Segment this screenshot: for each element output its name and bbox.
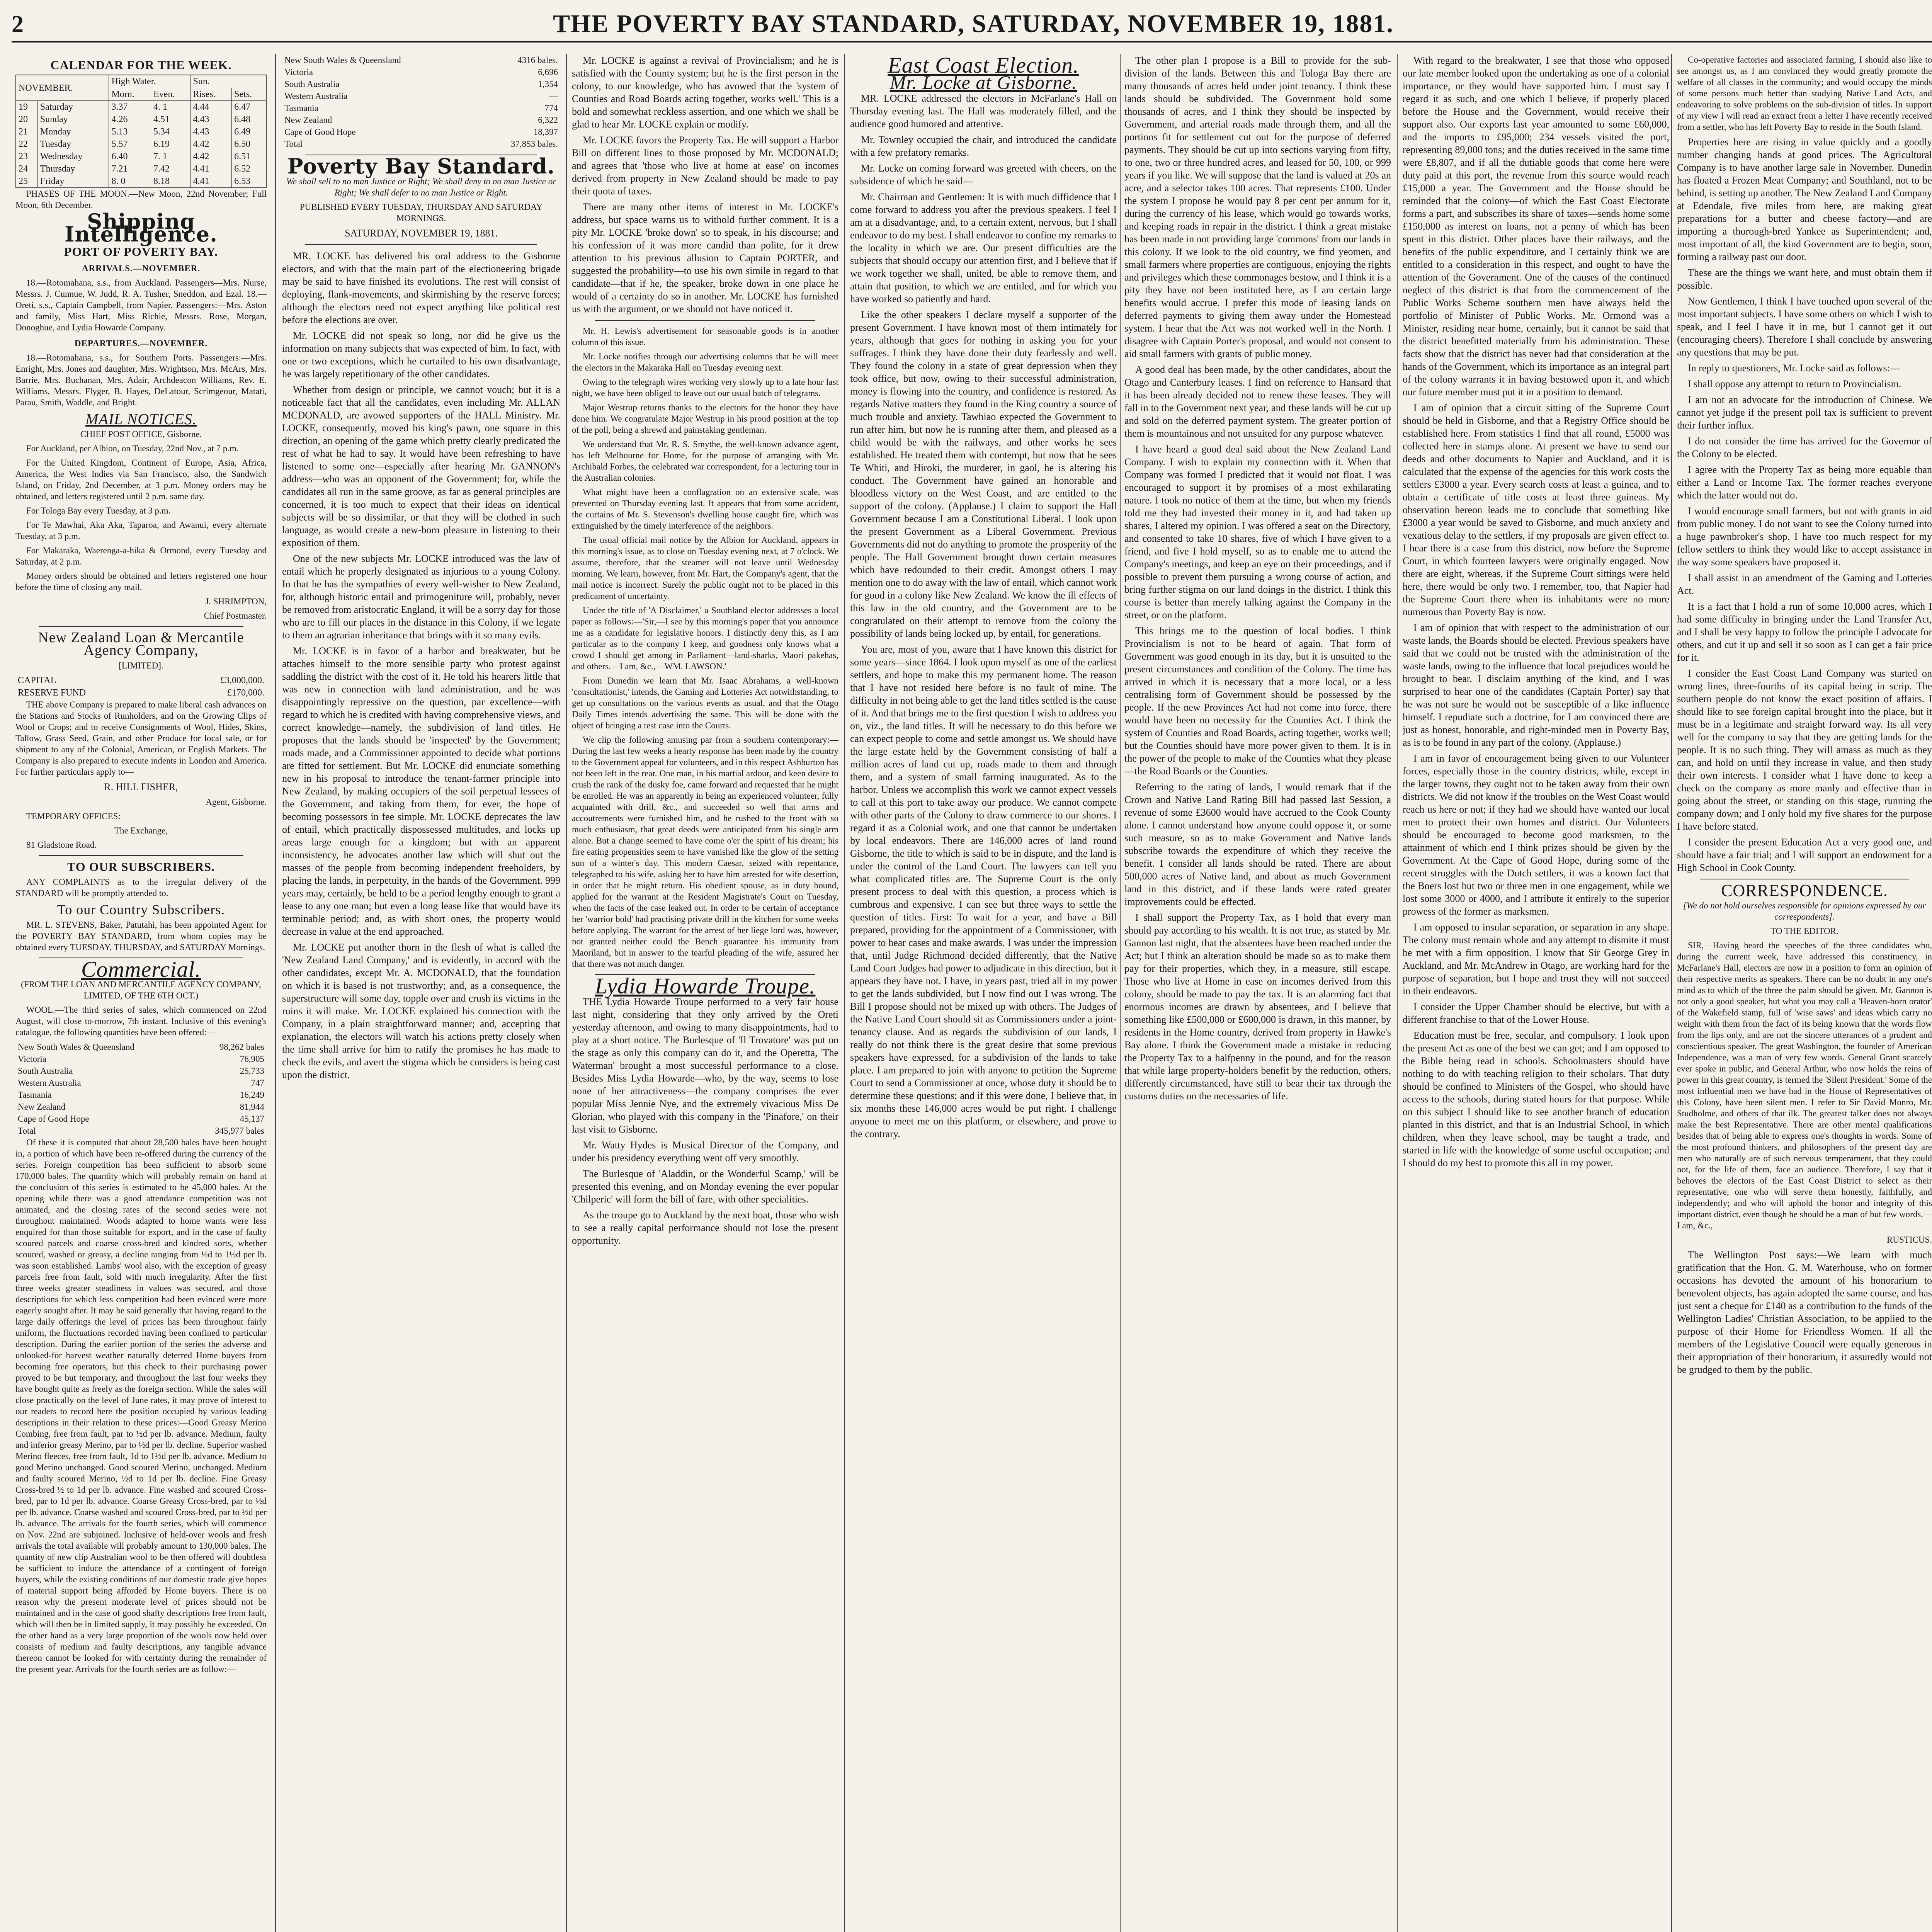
election-paragraph: I am opposed to insular separation, or separation in any shape. The colony must remain whole and any attempt to dismite it must be met with a firm opposition. I know that Sir George Grey in Auckland, and Mr. McAndrew in Otago, are working hard for the purpose of separation, but I hope and trust they will not succeed in their endeavors. <box>1403 922 1669 997</box>
editorial-paragraph: There are many other items of interest in Mr. LOCKE's address, but space warns us to withold further comment. It is a pity Mr. LOCKE 'broke down' so to speak, in his discourse; and his confession of it was more candid than polite, for it drew attention to his previous allusion to Captain PORTER, and suggested the probability—to use his own simile in regard to that candidate—that if he, the speaker, broke down in one place he would of a certainty do so in another. Mr. LOCKE has furnished us with the argument, or we should not have noticed it. <box>572 201 838 315</box>
election-paragraph: I am of opinion that a circuit sitting of the Supreme Court should be held in Gisborne, and that a Registry Office should be established here. From statistics I find that all round, £5000 was collected here in stamps alone. At present we have to send our deeds and other documents to Napier and Auckland, and it is calculated that the expense of the agencies for this work costs the settlers £3000 a year. Every search costs at least a guinea, and to obtain a certificate of title costs at least three guineas. My observation hereon leads me to conclude that something like £3000 a year would be saved to Gisborne, and much anxiety and vexatious delay to the settlers, if my proposals are given effect to. I hear there is a case from this district, now before the Supreme Court, in which fourteen lawyers were originally engaged. Now there are eight, whereas, if the Supreme Court sittings were held here, there would be only two. I remember, too, that Napier had the Supreme Court there when its inhabitants were no more numerous than Poverty Bay is now. <box>1403 402 1669 617</box>
election-paragraph: Mr. Locke on coming forward was greeted with cheers, on the subsidence of which he said— <box>850 163 1117 187</box>
calendar-cell: 6.51 <box>232 150 266 163</box>
calendar-row <box>16 175 266 188</box>
election-paragraph: It is a fact that I hold a run of some 10,000 acres, which I had some difficulty in bringing under the Land Transfer Act, and I shall be very happy to follow the principle I advocate for others, and cut it up and sell it so soon as I can get a fair price for it. <box>1677 601 1932 663</box>
mail-item: For the United Kingdom, Continent of Europe, Asia, Africa, America, the West Indies via San Francisco, also, the Sandwich Island, on Friday, 2nd December, at 3 p.m. Money orders may be obtained, and letters registered until 2 p.m. same day. <box>15 458 267 501</box>
local-notice: We understand that Mr. R. S. Smythe, the well-known advance agent, has left Melbourne for Home, for the purpose of arranging with Mr. Archibald Forbes, the celebrated war correspondent, for a lecturing tour in the Australian colonies. <box>572 439 838 483</box>
calendar-row <box>16 126 266 138</box>
calendar-row <box>16 138 266 150</box>
calendar-cell: 21 <box>16 126 37 138</box>
calendar-heading: CALENDAR FOR THE WEEK. <box>50 58 232 72</box>
calendar-cell: 5.57 <box>109 138 151 150</box>
calendar-cell: 4.43 <box>190 113 232 126</box>
calendar-cell: 7. 1 <box>151 150 191 163</box>
temporary-offices: TEMPORARY OFFICES: <box>26 811 121 821</box>
commercial-heading: Commercial. <box>81 957 201 982</box>
table-row <box>15 1077 267 1089</box>
calendar-cell: 23 <box>16 150 37 163</box>
correspondence-disclaimer: [We do not hold ourselves responsible for opinions expressed by our correspondents]. <box>1683 901 1926 922</box>
divider <box>39 855 243 856</box>
calendar-cell: 8.18 <box>151 175 191 188</box>
letter-body: SIR,—Having heard the speeches of the three candidates who, during the current week, have addressed this constituency, in McFarlane's Hall, electors are now in a position to form an opinion of their respective merits as speakers. There can be no doubt in any one's mind as to which of the three the palm should be given. Mr. Gannon is not only a good speaker, but what you may call a 'Heaven-born orator' of the Wakefield stamp, full of 'wise saws' and ideas which carry no weight with them from the fact of its being known that the words flow from the lips only, and are not the sincere utterances of a prudent and conscientious speaker. The great Washington, the founder of American Independence, was a man of very few words. General Grant scarcely ever spoke in public, and General Arthur, who now holds the reins of power in this great country, is termed the 'Silent President.' Some of the most influential men we have had in the House of Representatives of this Colony, have been silent men. I refer to Sir David Monro, Mr. Studholme, and others of that ilk. The greatest talker does not always make the best Representative. There are other mental qualifications besides that of being able to express one's thoughts in words. Some of the most profound thinkers, and philosophers of the present day are men who naturally are of such nervous temperament, that they could not, for the life of them, face an audience. Therefore, I say that it behoves the electors of the East Coast District to select as their representative, one who will serve them honestly, faithfully, and independently; and who will uphold the honor and integrity of this important district, even though he should be a man of but few words.—I am, &c., <box>1677 940 1932 1230</box>
local-notice: Mr. H. Lewis's advertisement for seasonable goods is in another column of this issue. <box>572 326 838 347</box>
election-paragraph: I am not an advocate for the introduction of Chinese. We cannot yet judge if the present poll tax is sufficient to prevent their further influx. <box>1677 394 1932 431</box>
shipping-heading: Shipping Intelligence. <box>65 209 218 247</box>
calendar-cell: 4.44 <box>190 101 232 114</box>
reserve-value: £170,000. <box>227 688 264 698</box>
table-row <box>282 54 560 66</box>
calendar-cell: 6.53 <box>232 175 266 188</box>
region-cell: South Australia <box>284 79 340 89</box>
calendar-cell: 7.42 <box>151 163 191 175</box>
editorial-paragraph: Mr. LOCKE is in favor of a harbor and breakwater, but he attaches himself to the more sensible party who protest against saddling the district with the cost of it. He told his hearers little that was new in connection with land administration, and he was disappointingly repressive on the question, par excellence—with regard to which he is credited with having comprehensive views, and correct knowledge—namely, the subdivision of land titles. He proposes that the lands should be 'inspected' by the Government; roads made, and a Commissioner appointed to decide what portions are fitted for settlement. But Mr. LOCKE did enunciate something new in his proposal to introduce the tenant-farmer principle into New Zealand, by making occupiers of the soil perpetual lessees of the Government, and taking from them, for ever, the hope of becoming possessors in fee simple. Mr. LOCKE deprecates the law of entail, which practically dispossessed multitudes, and locks up areas large enough for a kingdom; but with an apparent inconsistency, he advocates another law which will shut out the masses of the people from becoming independent freeholders, by placing the lands, in perpetuity, in the hands of the Government. 999 years may, certainly, be held to be a period lengthy enough to grant a lease to any one man; but even a long lease like that would have its terminable period; and, as with short ones, the property would decrease in value at the end approached. <box>282 645 560 937</box>
local-notice: From Dunedin we learn that Mr. Isaac Abrahams, a well-known 'consultationist,' intends, the Gaming and Lotteries Act notwithstanding, to get up consultations on the various events as usual, and that the Otago Daily Times intends advertising the same. This will be done with the object of bringing a test case into the Courts. <box>572 676 838 730</box>
local-notice: Mr. Locke notifies through our advertising columns that he will meet the electors in the Makaraka Hall on Tuesday evening next. <box>572 352 838 372</box>
editorial-paragraph: MR. LOCKE has delivered his oral address to the Gisborne electors, and with that the main part of the electioneering brigade may be said to have finished its evolutions. The rest will consist of deploying, flank-movements, and skirmishing by the reserve forces; although the electors need not expect anything like political rest before the elections are over. <box>282 250 560 325</box>
divider <box>595 320 815 321</box>
local-notice: Major Westrup returns thanks to the electors for the honor they have done him. We congratulate Major Westrup in his proud position at the top of the poll, being a shrewd and painstaking gentleman. <box>572 403 838 435</box>
table-row <box>15 1113 267 1125</box>
calendar-cell: 8. 0 <box>109 175 151 188</box>
calendar-row <box>16 150 266 163</box>
to-the-editor: TO THE EDITOR. <box>1770 926 1838 936</box>
bales-cell: 6,322 <box>538 115 558 125</box>
bales-cell: 16,249 <box>240 1090 264 1100</box>
column-7 <box>1677 54 1932 1932</box>
local-notice: We clip the following amusing par from a southern contemporary:—During the last few weeks a hearty response has been made by the country to the Government appeal for volunteers, and in this respect Ashburton has not been left in the rear. One man, in his martial ardour, and keen desire to crush the rank of the dusky foe, came forward and requested that he might be enrolled. He was an apparently in being an experienced volunteer, fully acquainted with drill, &c., and succeeded so well that arms and accoutrements were furnished him, and he rushed to the front with so much enthusiasm, that great deeds were anticipated from his single arm alone. But a change seemed to have come o'er the spirit of his dream; his fire eating propensities seem to have vanished like the glow of the setting sun of a winter's day. This modern Caesar, seized with repentance, telegraphed to his wife, asking her to have him arrested for wife desertion, in order that he might return. His obedient spouse, as in duty bound, applied for the warrant at the Resident Magistrate's Court on Tuesday, when the facts of the case leaked out. In order to be certain of acceptance her 'warrior bold' had practising private drill in the kitchen for some weeks before applying. The warrant for the arrest of her liege lord was, however, not granted neither could the Bench guarantee his immunity from Maoriland, but in answer to the tearful pleading of the wife, assured her that there was not much danger. <box>572 735 838 969</box>
calendar-cell: 22 <box>16 138 37 150</box>
region-cell: Tasmania <box>284 103 318 113</box>
calendar-cell: 4.26 <box>109 113 151 126</box>
calendar-high-water-header: High Water. <box>109 75 190 88</box>
mail-item: For Auckland, per Albion, on Tuesday, 22nd Nov., at 7 p.m. <box>26 444 239 453</box>
calendar-row <box>16 113 266 126</box>
arrivals-heading: ARRIVALS.—NOVEMBER. <box>82 264 201 273</box>
election-paragraph: These are the things we want here, and must obtain them if possible. <box>1677 267 1932 291</box>
calendar-cell: 3.37 <box>109 101 151 114</box>
lydia-paragraph: The Burlesque of 'Aladdin, or the Wonderful Scamp,' will be presented this evening, and on Monday evening the ever popular 'Chilperic' will form the bill of fare, with other specialities. <box>572 1168 838 1205</box>
calendar-cell: Sunday <box>37 113 109 126</box>
letter-signature: RUSTICUS. <box>1887 1235 1932 1245</box>
table-row <box>282 126 560 138</box>
subscribers-notice: ANY COMPLAINTS as to the irregular delivery of the STANDARD will be promptly attended to. <box>15 877 267 898</box>
column-5 <box>1124 54 1391 1932</box>
masthead <box>12 4 1932 43</box>
election-paragraph: Mr. Townley occupied the chair, and introduced the candidate with a few prefatory remarks. <box>850 134 1117 158</box>
total2-value: 37,853 bales. <box>510 139 558 149</box>
region-cell: Cape of Good Hope <box>18 1114 89 1124</box>
correspondence-heading: CORRESPONDENCE. <box>1721 881 1888 900</box>
editorial-paragraph: Mr. LOCKE is against a revival of Provincialism; and he is satisfied with the County system; but he is the first person in the colony, to our knowledge, who has avowed that the 'system of Counties and Road Boards acting together, works well.' This is a bold and somewhat reckless assertion, and one which we shall be glad to hear Mr. LOCKE explain or modify. <box>572 55 838 130</box>
election-paragraph: Education must be free, secular, and compulsory. I look upon the present Act as one of the best we can get; and I am opposed to the Bible being read in schools. Schoolmasters should have nothing to do with teaching religion to their scholars. That duty should be confined to Ministers of the Gospel, who should have access to the schools, during stated hours for that purpose. While on this subject I should like to see another branch of education planted in this district, and that is an Industrial School, in which children, when they leave school, may be taught a trade, and started in life with the knowledge of some useful occupation; and I should do my best to promote this all in my power. <box>1403 1030 1669 1168</box>
election-paragraph: I shall oppose any attempt to return to Provincialism. <box>1688 378 1901 389</box>
wool-arrivals-table <box>282 54 560 150</box>
election-paragraph: I would encourage small farmers, but not with grants in aid from public money. I do not want to see the Colony turned into a huge pawnbroker's shop. I have too much respect for my fellow settlers to think they would like to accept assistance in the way some speakers have proposed it. <box>1677 505 1932 568</box>
postmaster-name: J. SHRIMPTON, <box>205 597 267 606</box>
election-paragraph: Now Gentlemen, I think I have touched upon several of the most important subjects. I have some others on which I wish to speak, and I feel I have it in me, but I cannot get it out (encouraging cheers). Therefore I shall conclude by answering any questions that may be put. <box>1677 296 1932 358</box>
editorial-paragraph: One of the new subjects Mr. LOCKE introduced was the law of entail which he properly designated as injurious to a young Colony. In that he has the sympathies of every well-wisher to New Zealand, for, although historic entail and primogeniture will, probably, never be removed from aristocratic England, it will be a sorry day for those who are to fill our places in the distance in this Colony, if we legate to them an agrarian inheritance that brings with it so many evils. <box>282 553 560 641</box>
departures-text: 18.—Rotomahana, s.s., for Southern Ports. Passengers:—Mrs. Enright, Mrs. Jones and daughter, Mrs. Wrightson, Mrs. McArs, Mrs. Barrie, Mrs. Buchanan, Mrs. Adair, Archdeacon Williams, Rev. E. Williams, Messrs. Flyger, B. Hayes, DeLatour, Scrimgeour, Matati, Parau, Smith, Waddle, and Bright. <box>15 353 267 407</box>
region-cell: Western Australia <box>284 91 348 101</box>
calendar-sun-header: Sun. <box>190 75 266 88</box>
agent-title: Agent, Gisborne. <box>206 797 267 807</box>
calendar-cell: 19 <box>16 101 37 114</box>
calendar-subheader: Sets. <box>232 88 266 101</box>
bales-cell: 45,137 <box>240 1114 264 1124</box>
divider <box>305 244 537 245</box>
region-cell: Tasmania <box>18 1090 52 1100</box>
editorial-paragraph: Mr. LOCKE put another thorn in the flesh of what is called the 'New Zealand Land Company,' and is evidently, in accord with the other candidates, except Mr. A. MCDONALD, that the foundation on which it is based is not trustworthy; and, as a consequence, the superstructure will some day, topple over and crush its victims in the ruins it will make. Mr. LOCKE explained his connection with the Company, in a plain straightforward manner; and, accepting that explanation, the electors will watch his actions pretty closely when the time shall arrive for him to ratify the promises he has made to check the evils, and avert the stigma which he considers is being cast upon the district. <box>282 942 560 1080</box>
election-paragraph: A good deal has been made, by the other candidates, about the Otago and Canterbury leases. I find on reference to Hansard that it has been already decided not to renew these leases. They will fall in to the Government next year, and these lands will be cut up and sold on the deferred payment system. The greater portion of them is mountainous and not unsuited for any purpose whatever. <box>1124 364 1391 439</box>
capital-label: CAPITAL <box>18 675 56 685</box>
divider <box>39 626 243 627</box>
column-rule <box>1120 54 1121 1932</box>
calendar-subheader: Even. <box>151 88 191 101</box>
calendar-table <box>15 75 267 188</box>
calendar-row <box>16 101 266 114</box>
election-paragraph: I shall support the Property Tax, as I hold that every man should pay according to his wealth. It is not true, as stated by Mr. Gannon last night, that the absentees have been reached under the Act; but I think an alteration should be made so as to make them pay for their properties, which they, in a measure, still escape. Those who live at Home in ease on incomes derived from this colony, should be made to pay the tax. It is an alarming fact that enormous incomes are drawn by absentees, and I believe that something like £500,000 or £600,000 is drawn, in this manner, by residents in the Home country, derived from property in Hawke's Bay alone. I think the Government made a mistake in reducing the Property Tax to a halfpenny in the pound, and for the reason that while large property-holders benefit by the reduction, others, differently circumstanced, have still to bear their tax through the customs duties on the necessaries of life. <box>1124 912 1391 1102</box>
table-row <box>15 1065 267 1077</box>
country-subscribers-heading: To our Country Subscribers. <box>57 902 225 917</box>
region-cell: New South Wales & Queensland <box>18 1042 134 1052</box>
loan-company-limited: [LIMITED]. <box>119 661 163 670</box>
calendar-cell: Saturday <box>37 101 109 114</box>
region-cell: Cape of Good Hope <box>284 127 356 137</box>
bales-cell: 6,696 <box>538 67 558 77</box>
loan-company-body: THE above Company is prepared to make liberal cash advances on the Stations and Stocks of Runholders, and on the Growing Clips of Wool or Crops; and to receive Consignments of Wool, Hides, Skins, Tallow, Grass Seed, Grain, and other Produce for local sale, or for shipment to any of the Colonial, American, or English Markets. The Company is also prepared to execute indents in London and America. For further particulars apply to— <box>15 700 267 777</box>
region-cell: Victoria <box>18 1054 46 1064</box>
local-notice: Owing to the telegraph wires working very slowly up to a late hour last night, we have been obliged to leave out our usual batch of telegrams. <box>572 377 838 398</box>
bales-cell: 18,397 <box>533 127 558 137</box>
table-row <box>15 1101 267 1113</box>
election-heading: East Coast Election. <box>888 54 1079 78</box>
total2-label: Total <box>284 139 303 149</box>
agent-name: R. HILL FISHER, <box>104 781 178 793</box>
reserve-label: RESERVE FUND <box>18 688 86 698</box>
column-rule <box>566 54 567 1932</box>
loan-capital-table <box>15 674 267 699</box>
wool-offered-rows <box>15 1041 267 1125</box>
loan-company-heading: New Zealand Loan & Mercantile Agency Company, <box>38 629 244 658</box>
bales-cell: 25,733 <box>240 1066 264 1076</box>
bales-cell: — <box>549 91 558 101</box>
column-3 <box>572 54 838 1932</box>
calendar-cell: Wednesday <box>37 150 109 163</box>
election-subheading: Mr. Locke at Gisborne. <box>889 71 1077 93</box>
region-cell: South Australia <box>18 1066 73 1076</box>
election-paragraph: MR. LOCKE addressed the electors in McFarlane's Hall on Thursday evening last. The Hall was moderately filled, and the audience good humored and attentive. <box>850 93 1117 129</box>
calendar-cell: Monday <box>37 126 109 138</box>
region-cell: Victoria <box>284 67 313 77</box>
moon-phases: PHASES OF THE MOON.—New Moon, 22nd November; Full Moon, 6th December. <box>15 189 267 210</box>
election-paragraph: I consider the Upper Chamber should be elective, but with a different franchise to that of the Lower House. <box>1403 1001 1669 1025</box>
calendar-cell: 5.13 <box>109 126 151 138</box>
standard-published: PUBLISHED EVERY TUESDAY, THURSDAY AND SATURDAY MORNINGS. <box>299 202 543 223</box>
mail-heading: MAIL NOTICES. <box>85 410 197 428</box>
editorial-paragraph: Mr. LOCKE did not speak so long, nor did he give us the information on many subjects that was expected of him. In fact, with one or two exceptions, which he curtailed to his own disadvantage, he was largely repetitionary of the other candidates. <box>282 330 560 379</box>
calendar-cell: 4.41 <box>190 163 232 175</box>
election-paragraph: Mr. Chairman and Gentlemen: It is with much diffidence that I come forward to address you after the previous speakers. I feel I am at a disadvantage, and, to a certain extent, nervous, but I shall endeavor to do my best. I shall endeavor to confine my remarks to the locality in which we are. Our present difficulties are the subjects that should occupy our attention first, and I believe that if we work together we shall, united, be able to remove them, and attain that position, to which we are entitled, and for which you have worked so patiently and hard. <box>850 191 1117 304</box>
election-paragraph: The other plan I propose is a Bill to provide for the sub-division of the lands. Between this and Tologa Bay there are many thousands of acres held under joint tenancy. I think these lands should be subdivided. The Government hold some thousands of acres, and I think they should be inspected by Government, and arterial roads made through them, and all the portions fit for settlement cut out for the purpose of deferred payments. They should be cut up into sections varying from fifty, to one, two or three hundred acres, and leased for 50, 100, or 999 years if you like. We will suppose that the land is valued at 20s an acre, and a selector takes 100 acres. That represents £100. Under the system I propose he would pay 8 per cent per annum for it, during the currency of his lease, which would go towards works, and keeping roads in repair in the district. I think a great mistake has been made in not providing large 'commons' from our lands in this colony. If we look to the old country, we find yeomen, and small farmers where properties are contiguous, enjoying the rights and privileges which these commonages bestow, and I think it is a pity they have not been instituted here, as I am certain large benefits would accrue. I prefer this mode of leasing lands on deferred payments to giving them away under the Homestead system. I hear that the Act was not worked well in the North. I disagree with Captain Porter's proposal, and would not consent to aid small farmers with grants of public money. <box>1124 55 1391 359</box>
table-row <box>282 90 560 102</box>
newspaper-title: THE POVERTY BAY STANDARD, SATURDAY, NOVEMBER 19, 1881. <box>553 10 1394 38</box>
election-paragraph: Properties here are rising in value quickly and a goodly number changing hands at good prices. The Agricultural Company is to have another large sale in November. Dunedin has floated a Frozen Meat Company; and Southland, not to be behind, is setting up another. The New Zealand Land Company at Edendale, five miles from here, are making great preparations for a butter and cheese factory—and are importing a thorough-bred Yankee as Superintendent; and, most important of all, the kind Government are to begin, soon, forming a railway past our door. <box>1677 136 1932 262</box>
subscribers-heading: TO OUR SUBSCRIBERS. <box>67 860 215 874</box>
office-address: The Exchange, <box>114 826 168 835</box>
calendar-subheader: Morn. <box>109 88 151 101</box>
election-paragraph: I consider the East Coast Land Company was started on wrong lines, three-fourths of its capital being in scrip. The southern people do not know the exact position of affairs. I should like to see foreign capital brought into the place, but it must be in a legitimate and straight forward way. Its all very well for the company to say that they are getting lands for the people. It is no such thing. They will amass as much as they can, and hold on until they increase in value, and then study their own interests. I consider what I have done to keep a check on the company as more manly and effective than in going about the street, or standing on this stage, running the company down; and I only hold my five shares for the purpose I have before stated. <box>1677 668 1932 832</box>
election-paragraph: I am of opinion that with respect to the administration of our waste lands, the Boards should be elected. Previous speakers have said that we could not be trusted with the administration of the waste lands, owing to the influence that local prejudices would be brought to bear. I disclaim anything of the kind, and I was surprised to hear one of the candidates (Captain Porter) say that he was not sure he would not be susceptible of a like influence himself. I repudiate such a doctrine, for I am convinced there are just as honest, honorable, and right-minded men in Poverty Bay, as is to be found in any part of the colony. (Applause.) <box>1403 622 1669 748</box>
election-paragraph: In reply to questioners, Mr. Locke said as follows:— <box>1688 362 1900 374</box>
commercial-source: (FROM THE LOAN AND MERCANTILE AGENCY COMPANY, LIMITED, OF THE 6TH OCT.) <box>21 980 261 1000</box>
election-paragraph: I am in favor of encouragement being given to our Volunteer forces, especially those in the country districts, while, except in the larger towns, they ought not to be taken away from their own districts. We did not know if the troubles on the West Coast would reach us here or not; if they had we should have wanted our local men to protect their own homes and district. Our Volunteers should be encouraged to become good marksmen, to the attainment of which end I think prizes should be given by the Government. At the Cape of Good Hope, during some of the recent struggles with the Dutch settlers, it was a known fact that the Boers lost but two or three men in one engagement, while we lost some 3000 or 4000, and I attribute it entirely to the superior prowess of the former as marksmen. <box>1403 753 1669 917</box>
calendar-cell: 6.19 <box>151 138 191 150</box>
commercial-body: Of these it is computed that about 28,500 bales have been bought in, a portion of which have been re-offered during the currency of the series. Foreign competition has been sufficient to absorb some 170,000 bales. The quantity which will probably remain on hand at the conclusion of this series is estimated to be 45,000 bales. At the opening while there was a good attendance competition was not animated, and the closing rates of the second series were not throughout maintained. Woods adapted to home wants were less enquired for than those suitable for export, and in the case of faulty scoured parcels and coarse cross-bred and kindred sorts, whether scoured, washed or greasy, a decline ranging from ½d to 1½d per lb. was soon established. Lambs' wool also, with the exception of greasy parcels free from fault, sold with much irregularity. After the first three weeks greater steadiness in values was secured, and those descriptions for which less competition had been evinced were more eagerly sought after. It may be said generally that having regard to the large daily offerings the level of prices has been throughout fairly uniform, the fluctuations recorded having been confined to particular description. During the earlier portion of the series the adverse and unlooked-for harvest weather naturally deterred Home buyers from becoming free operators, but this check to their purchasing power proved to be but temporary, and throughout the last four weeks they have bought quite as freely as the foreign section. While the sales will close practically on the level of June rates, it may prove of interest to our readers to record here the position occupied by various leading descriptions in their relation to these prices:—Good Greasy Merino Combing, free from fault, par to ½d per lb. advance. Medium, faulty and inferior greasy Merino, par to ½d per lb. decline. Superior washed Merino fleeces, free from fault, 1d to 1½d per lb. advance. Medium to good Merino unchanged. Good scoured Merino, unchanged. Medium and faulty scoured Merino, ½d to 1d per lb. decline. Fine Greasy Cross-bred ½ to 1d per lb. advance. Fine washed and scoured Cross-bred, par to 1d per lb. advance. Coarse Greasy Cross-bred, par to ½d per lb. advance. Coarse washed and scoured Cross-bred, par to ½d per lb. advance. The arrivals for the fourth series, which will commence on Nov. 22nd are subjoined. Inclusive of held-over wools and fresh arrivals the total available will probably amount to 130,000 bales. The quantity of new clip Australian wool to be then offered will doubtless be sufficient to induce the attendance of a contingent of foreign buyers, while the existing conditions of our domestic trade give hopes of material support being afforded by Home buyers. There is no reason why the present moderate level of prices should not be maintained and in the case of good shafty descriptions free from fault, which will then be in limited supply, it may possibly be exceeded. On the other hand as a very large proportion of the wools now held over consists of medium and faulty descriptions, any tangible advance thereon cannot be looked for with certainty during the remainder of the present year. Arrivals for the fourth series are as follow:— <box>15 1138 267 1674</box>
departures-heading: DEPARTURES.—NOVEMBER. <box>74 338 208 348</box>
office-address-line: 81 Gladstone Road. <box>26 840 97 850</box>
post-office: CHIEF POST OFFICE, Gisborne. <box>80 429 202 439</box>
calendar-cell: Friday <box>37 175 109 188</box>
lydia-paragraph: THE Lydia Howarde Troupe performed to a very fair house last night, considering that they only arrived by the Oreti yesterday afternoon, and owing to many disappointments, had to play at a short notice. The Burlesque of 'Il Trovatore' was put on the stage as only this company can do it, and the Operetta, 'The Waterman' brought a most successful performance to a close. Besides Miss Lydia Howarde—who, by the way, seems to lose none of her attractiveness—the company comprises the ever popular Miss Jennie Nye, and the extremely vivacious Miss De Glorian, who played with this company in the 'Pinafore,' on their last visit to Gisborne. <box>572 996 838 1135</box>
calendar-cell: 4.42 <box>190 138 232 150</box>
calendar-cell: 4.41 <box>190 175 232 188</box>
column-1 <box>15 54 267 1932</box>
total-value: 345,977 bales <box>215 1126 264 1136</box>
standard-nameplate: Poverty Bay Standard. <box>287 154 555 179</box>
table-row <box>282 114 560 126</box>
election-paragraph: I have heard a good deal said about the New Zealand Land Company. I wish to explain my connection with it. When that Company was formed I predicted that it would not float. I was encouraged to support it by promises of a most exhilarating nature. I took no notice of them at the time, but when my friends told me they had invested their money in it, and had taken up shares, I altered my opinion. I was offered a seat on the Directory, and consented to take 10 shares, five of which I have given to a friend, and five I hold myself, so as to enable me to attend the Company's meetings, and keep an eye on their proceedings, and if possible to prevent them pursuing a wrong course of action, and bring further stigma on our land doings in the district. I think this course is better than merely talking against the Company in the street, or on the platform. <box>1124 444 1391 621</box>
region-cell: New Zealand <box>284 115 332 125</box>
calendar-cell: 24 <box>16 163 37 175</box>
table-row <box>282 102 560 114</box>
calendar-cell: 4.43 <box>190 126 232 138</box>
region-cell: Western Australia <box>18 1078 81 1088</box>
column-rule <box>844 54 845 1932</box>
election-paragraph: Referring to the rating of lands, I would remark that if the Crown and Native Land Rating Bill had passed last Session, a revenue of some £3600 would have accrued to the Cook County alone. I cannot understand how anyone could oppose it, or some such measure, so as to make Government and Native lands subscribe towards the expenditure of which they receive the benefit. I consider all lands should be rated. There are about 500,000 acres of Native land, and about as much Government land in this district, and if these lands were rated greater improvements could be effected. <box>1124 781 1391 907</box>
standard-motto: We shall sell to no man Justice or Right; We shall deny to no man Justice or Right; We shall defer to no man Justice or Right. <box>286 177 556 197</box>
editorial-paragraph: Whether from design or principle, we cannot vouch; but it is a noticeable fact that all the candidates, even including Mr. ALLAN MCDONALD, are avowed supporters of the HALL Ministry. Mr. LOCKE, consequently, moved his king's pawn, one square in this direction, an opening of the game which pretty clearly predicated the rest of what he had to say. It would have been refreshing to have listened to some one—especially after hearing Mr. GANNON's address—who was an opponent of the Government; for, while the candidates all run in the same groove, as far as general principles are concerned, it is too much to expect that their ideas on identical subjects will be so dissimilar, or that they will be clothed in such language, as would create a new-born pleasure in listening to their exposition of them. <box>282 384 560 548</box>
arrivals-text: 18.—Rotomahana, s.s., from Auckland. Passengers—Mrs. Nurse, Messrs. J. Cunnue, W. Judd, R. A. Tusher, Sneddon, and Ezal. 18.—Oreti, s.s., Captain Campbell, from Napier. Passengers:—Mrs. Aston and family, Miss Hart, Miss Richie, Messrs. Rose, Morgan, Donoghue, and Lydia Howarde Company. <box>15 278 267 332</box>
capital-value: £3,000,000. <box>220 675 264 685</box>
wellington-post-item: The Wellington Post says:—We learn with much gratification that the Hon. G. M. Waterhouse, who on former occasions has devoted the amount of his honorarium to benevolent objects, has again adopted the same course, and has just sent a cheque for £140 as a contribution to the funds of the Wellington Ladies' Christian Association, to be applied to the purpose of their Home for Friendless Women. If all the members of the Legislative Council were equally generous in their appropriation of their honorarium, it assuredly would not be grudged to them by the public. <box>1677 1249 1932 1375</box>
calendar-cell: 25 <box>16 175 37 188</box>
local-notice: The usual official mail notice by the Albion for Auckland, appears in this morning's issue, as to close on Tuesday evening next, at 7 o'clock. We assume, therefore, that the steamer will not leave until Wednesday morning. We learn, however, from Mr. Hart, the Company's agent, that the mail notice is incorrect. Surely the public ought not to be placed in this predicament of uncertainty. <box>572 535 838 601</box>
election-paragraph: I shall assist in an amendment of the Gaming and Lotteries Act. <box>1677 572 1932 596</box>
total-label: Total <box>18 1126 36 1136</box>
table-row <box>15 1041 267 1053</box>
calendar-cell: 4. 1 <box>151 101 191 114</box>
calendar-cell: 6.40 <box>109 150 151 163</box>
local-notice: Under the title of 'A Disclaimer,' a Southland elector addresses a local paper as follows:—'Sir,—I see by this morning's paper that you announce me as a candidate for legislative honors. I distinctly deny this, as I am particular as to the company I keep, and goodness only knows what a crowd I should get among in Parliament—land-sharks, Maori pakehas, and others.—I am, &c.,—WM. LAWSON.' <box>572 605 838 671</box>
election-paragraph: I do not consider the time has arrived for the Governor of the Colony to be elected. <box>1677 435 1932 459</box>
election-paragraph: I consider the present Education Act a very good one, and should have a fair trial; and I will support an endowment for a High School in Cook County. <box>1677 837 1932 873</box>
calendar-month-header: NOVEMBER. <box>16 75 109 101</box>
bales-cell: 774 <box>544 103 558 113</box>
mail-item: For Tologa Bay every Tuesday, at 3 p.m. <box>26 506 171 515</box>
wool-arrivals-rows <box>282 54 560 138</box>
table-row <box>15 1053 267 1065</box>
bales-cell: 98,262 bales <box>219 1042 264 1052</box>
calendar-rows <box>16 101 266 188</box>
postmaster-title: Chief Postmaster. <box>204 611 267 621</box>
calendar-cell: 5.34 <box>151 126 191 138</box>
election-paragraph: Like the other speakers I declare myself a supporter of the present Government. I have known most of them intimately for years, although that goes for nothing in asking you for your suffrages. I think they have done their duty fearlessly and well. They found the colony in a state of great depression when they took office, but now, owing to their successful administration, money is flowing into the country, and confidence is restored. As regards Native matters they found in the King country a source of much trouble and anxiety. Tawhiao expected the Government to run after him, but now he is running after them, and pleased as a child would be with the railways, and other works he sees established. He treated them with contempt, but now that he sees Te Whiti, and Hiroki, the murderer, in gaol, he is altering his conduct. The Government have gained an honorable and bloodless victory on the West Coast, and are entitled to the support of the colony. (Applause.) I claim to support the Hall Government because I am a Constitutional Liberal. I look upon the present Government as a Liberal Government. Previous Governments did not do anything to promote the prosperity of the people. The Hall Government brought down certain measures which have redounded to their credit. Amongst others I may mention one to do away with the law of entail, which cannot work for good in a colony like New Zealand. We know the ill effects of this law in the old country, and the Government are to be congratulated on their attempt to remove from the colony the possibility of lands being locked up, by entail, for generations. <box>850 309 1117 639</box>
election-paragraph: With regard to the breakwater, I see that those who opposed our late member looked upon the undertaking as one of a colonial importance, or they would have supported him. I must say I regard it as such, and one which I believe, if properly placed before the House and the Government, would receive their support also. Our exports last year amounted to some £60,000, and the imports to £95,000; 234 vessels visited the port, representing 89,000 tons; and the duties received in the same time were £8,807, and if all the dutiable goods that come here were duty paid at this port, the revenue from this source would reach £15,000 a year. The Government and the House should be reminded that the colony—of which the East Coast Electorate forms a part, and subscribes its share of taxes—sends home some £150,000 as interest on loans, not a penny of which has been spent in this district. Other places have their railways, and the benefits of the public expenditure, and I certainly think we are entitled to a consideration in this respect, and ought to have the attention of the Government. One of the causes of the continued neglect of this district is that from the commencement of the Public Works Scheme southern men have always held the portfolio of Minister of Public Works. Mr. Ormond was a Minister, residing near home, certainly, but it cannot be said that the district benefitted materially from his administration. These facts show that the district has never had that consideration at the hands of the Government, which its importance as an integral part of the colony warrants it in having bestowed upon it, and which our future member must put it in a position to demand. <box>1403 55 1669 398</box>
local-notice: What might have been a conflagration on an extensive scale, was prevented on Thursday evening last. It appears that from some accident, the curtains of Mr. S. Stevenson's dwelling house caught fire, which was extinguished by the timely interference of the neighbors. <box>572 487 838 531</box>
table-row <box>15 1089 267 1101</box>
calendar-cell: 4.51 <box>151 113 191 126</box>
lydia-paragraph: As the troupe go to Auckland by the next boat, those who wish to see a really capital performance should not lose the present opportunity. <box>572 1209 838 1246</box>
calendar-cell: 6.47 <box>232 101 266 114</box>
lydia-paragraph: Mr. Watty Hydes is Musical Director of the Company, and under his presidency everything went off very smoothly. <box>572 1139 838 1163</box>
editorial-paragraph: Mr. LOCKE favors the Property Tax. He will support a Harbor Bill on different lines to those proposed by Mr. MCDONALD; and agrees that 'those who live at home at ease' on incomes derived from property in New Zealand should be made to pay their quota of taxes. <box>572 134 838 197</box>
election-quoted-letter: Co-operative factories and associated farming, I should also like to see amongst us, as I am convinced they would greatly promote the welfare of all classes in the community; and would occupy the minds of some persons much better than studying Native Land Acts, and endeavoring to solve problems on the sub-division of titles. In support of my view I will read an extract from a letter I have recently received from a settler, who has left Poverty Bay to reside in the South Island. <box>1677 55 1932 132</box>
calendar-cell: 6.52 <box>232 163 266 175</box>
column-rule <box>1671 54 1672 1932</box>
table-row <box>282 78 560 90</box>
table-row <box>282 66 560 78</box>
column-rule <box>1397 54 1398 1932</box>
calendar-cell: 6.48 <box>232 113 266 126</box>
region-cell: New Zealand <box>18 1102 66 1112</box>
column-2 <box>282 54 560 1932</box>
page-number: 2 <box>12 11 24 37</box>
bales-cell: 747 <box>251 1078 264 1088</box>
column-rule <box>275 54 276 1932</box>
port-heading: PORT OF POVERTY BAY. <box>64 245 218 259</box>
calendar-cell: Thursday <box>37 163 109 175</box>
calendar-cell: 4.42 <box>190 150 232 163</box>
bales-cell: 1,354 <box>538 79 558 89</box>
calendar-subheader: Rises. <box>190 88 232 101</box>
mail-item: For Te Mawhai, Aka Aka, Taparoa, and Awanui, every alternate Tuesday, at 3 p.m. <box>15 520 267 541</box>
bales-cell: 81,944 <box>240 1102 264 1112</box>
column-6 <box>1403 54 1669 1932</box>
region-cell: New South Wales & Queensland <box>284 55 401 65</box>
bales-cell: 76,905 <box>240 1054 264 1064</box>
mail-item: For Makaraka, Waerenga-a-hika & Ormond, every Tuesday and Saturday, at 2 p.m. <box>15 546 267 566</box>
election-paragraph: This brings me to the question of local bodies. I think Provincialism is not to be heard of again. That form of Government was good enough in its day, but it is unsuited to the present circumstances and condition of the Colony. The time has arrived in which it is necessary that a more local, or a less centralising form of Government should be possessed by the people. If the new Provinces Act had not come into force, there would have been no necessity for the Counties Act. I think the system of Counties and Road Boards, acting together, works well; but the Counties should have more power given to them. It is in the power of the people to make of the Counties what they please—the Road Boards or the Counties. <box>1124 625 1391 777</box>
commercial-intro: WOOL.—The third series of sales, which commenced on 22nd August, will close to-morrow, 7th instant. Inclusive of this evening's catalogue, the following quantities have been offered:— <box>15 1005 267 1037</box>
election-paragraph: You are, most of you, aware that I have known this district for some years—since 1864. I look upon myself as one of the earliest settlers, and hope to make this my permanent home. The reason that I have not resided here before is no fault of mine. The difficulty in not being able to get the land titles settled is the cause of it. And that brings me to the first question I wish to address you on, viz., the land titles. It will be necessary to do this before we can expect people to come and settle amongst us. We should have the large estate held by the Government consisting of half a million acres of land cut up, roads made to them and through them, and a system of small farming inaugurated. As to the harbor. Unless we accomplish this work we cannot expect vessels to call at this port to take away our produce. We cannot compete with other parts of the Colony to draw commerce to our shores. I regard it as a Colonial work, and one that cannot be undertaken by local endeavors. There are 146,000 acres of land round Gisborne, the title to which is said to be in dispute, and the land is under the control of the Land Court. The lawyers can tell you what complicated titles are. The Supreme Court is the only present process to deal with this question, a process which is cumbrous and expensive. I can see but three ways to settle the question of titles. First: To wait for a year, and have a Bill prepared, providing for the appointment of a Commissioner, with power to hear cases and make awards. I was under the impression that, until Judge Richmond decided differently, that the Native Land Court Judges had power to adjudicate in this direction, but it appears they have not. I have, in years past, tried all in my power to get the lands subdivided, but I now find out I was wrong. The Bill I propose should not be mixed up with others. The Judges of the Native Land Court should sit as Commissioners under a joint-tenancy clause. And as regards the subdivision of our lands, I really do not think there is the great desire that some previous speakers have expressed, for a subdivision of the lands to take place. I am prepared to join with anyone to petition the Supreme Court to send a Commissioner at once, whose duty it should be to determine these questions; and if this were done, I believe that, in six months these 146,000 acres would be put right. I challenge anyone to meet me on this platform, or elsewhere, and prove to the contrary. <box>850 644 1117 1139</box>
standard-dateline: SATURDAY, NOVEMBER 19, 1881. <box>345 228 498 239</box>
calendar-row <box>16 163 266 175</box>
election-paragraph: I agree with the Property Tax as being more equable than either a Land or Income Tax. The former reaches everyone which the latter would not do. <box>1677 464 1932 501</box>
wool-offered-table <box>15 1041 267 1137</box>
calendar-cell: 20 <box>16 113 37 126</box>
calendar-cell: 6.50 <box>232 138 266 150</box>
lydia-heading: Lydia Howarde Troupe. <box>595 973 816 998</box>
calendar-cell: 6.49 <box>232 126 266 138</box>
mail-item: Money orders should be obtained and letters registered one hour before the time of closing any mail. <box>15 571 267 592</box>
column-4 <box>850 54 1117 1932</box>
calendar-cell: Tuesday <box>37 138 109 150</box>
calendar-cell: 7.21 <box>109 163 151 175</box>
country-subscribers-notice: MR. L. STEVENS, Baker, Patutahi, has been appointed Agent for the POVERTY BAY STANDARD, from whom copies may be obtained every TUESDAY, THURSDAY, and SATURDAY Mornings. <box>15 920 267 952</box>
bales-cell: 4316 bales. <box>517 55 558 65</box>
